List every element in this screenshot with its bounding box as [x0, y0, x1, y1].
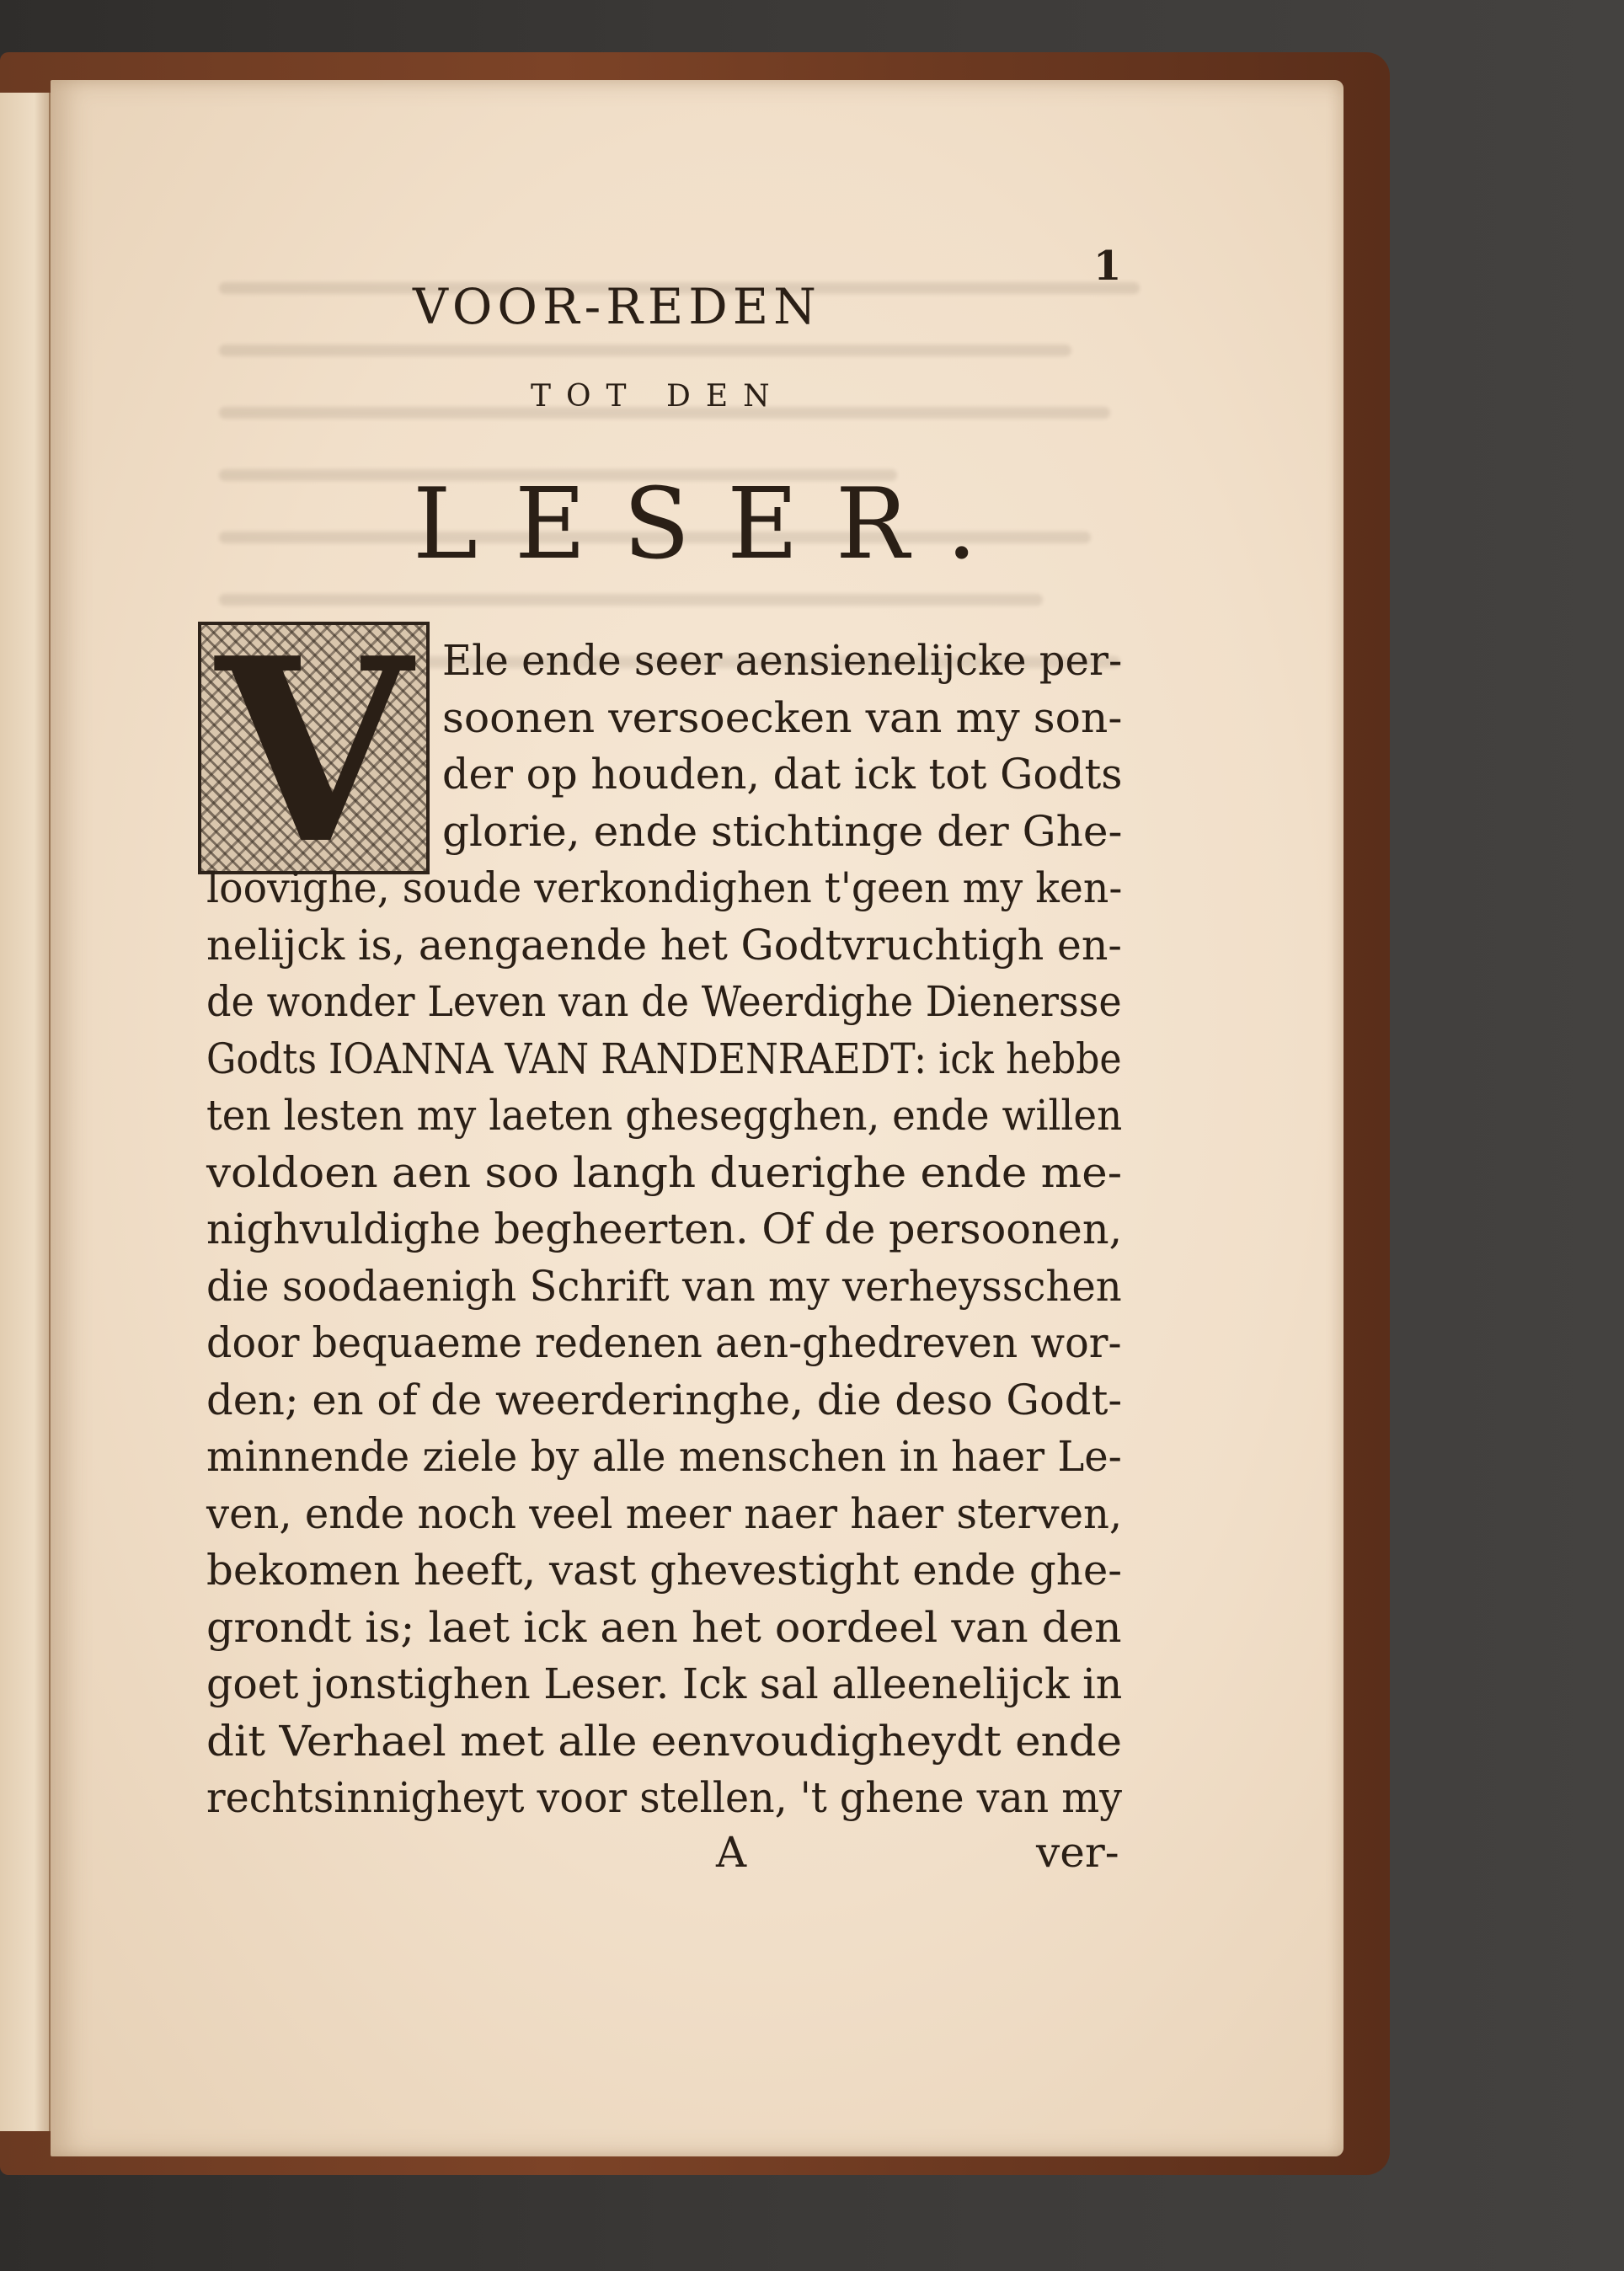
body-line: den; en of de weerderinghe, die deso Godt-: [206, 1375, 1123, 1424]
body-line: die soodaenigh Schrift van my verheysschen: [206, 1261, 1122, 1311]
catchword: ver-: [1036, 1828, 1119, 1877]
body-line: ten lesten my laeten ghesegghen, ende willen: [206, 1091, 1123, 1140]
body-line: voldoen aen soo langh duerighe ende me-: [206, 1147, 1123, 1197]
body-line: grondt is; laet ick aen het oordeel van den: [206, 1602, 1122, 1652]
heading-voor-reden: VOOR-REDEN: [413, 278, 821, 335]
initial-letter: V: [216, 602, 412, 900]
body-line: ven, ende noch veel meer naer haer sterven,: [206, 1488, 1123, 1538]
signature-mark: A: [716, 1828, 747, 1877]
body-line: der op houden, dat ick tot Godts: [442, 750, 1123, 799]
facing-page-edge: [0, 93, 52, 2131]
body-line: dit Verhael met alle eenvoudigheydt ende: [206, 1716, 1123, 1766]
body-line: nelijck is, aengaende het Godtvruchtigh en-: [206, 920, 1122, 970]
body-line: soonen versoecken van my son-: [442, 692, 1123, 742]
heading-tot-den: TOT DEN: [531, 379, 785, 414]
folio-number: 1: [1093, 243, 1122, 290]
body-line: nighvuldighe begheerten. Of de persoonen,: [206, 1205, 1123, 1253]
body-line: minnende ziele by alle menschen in haer Le-: [206, 1432, 1122, 1481]
body-line: Godts IOANNA VAN RANDENRAEDT: ick hebbe: [206, 1034, 1122, 1083]
heading-leser: LESER.: [413, 468, 1015, 581]
body-line: bekomen heeft, vast ghevestight ende ghe-: [206, 1546, 1123, 1595]
body-line: glorie, ende stichtinge der Ghe-: [442, 806, 1123, 856]
body-line: de wonder Leven van de Weerdighe Dienersse: [206, 977, 1122, 1026]
body-line: goet jonstighen Leser. Ick sal alleenelijck in: [206, 1659, 1123, 1708]
body-line: rechtsinnigheyt voor stellen, 't ghene van my: [206, 1773, 1123, 1822]
body-line: Ele ende seer aensienelijcke per-: [442, 636, 1123, 685]
decorated-initial: [198, 602, 430, 900]
body-line: door bequaeme redenen aen-ghedreven wor-: [206, 1318, 1122, 1367]
body-line: loovighe, soude verkondighen t'geen my ken-: [206, 863, 1123, 912]
